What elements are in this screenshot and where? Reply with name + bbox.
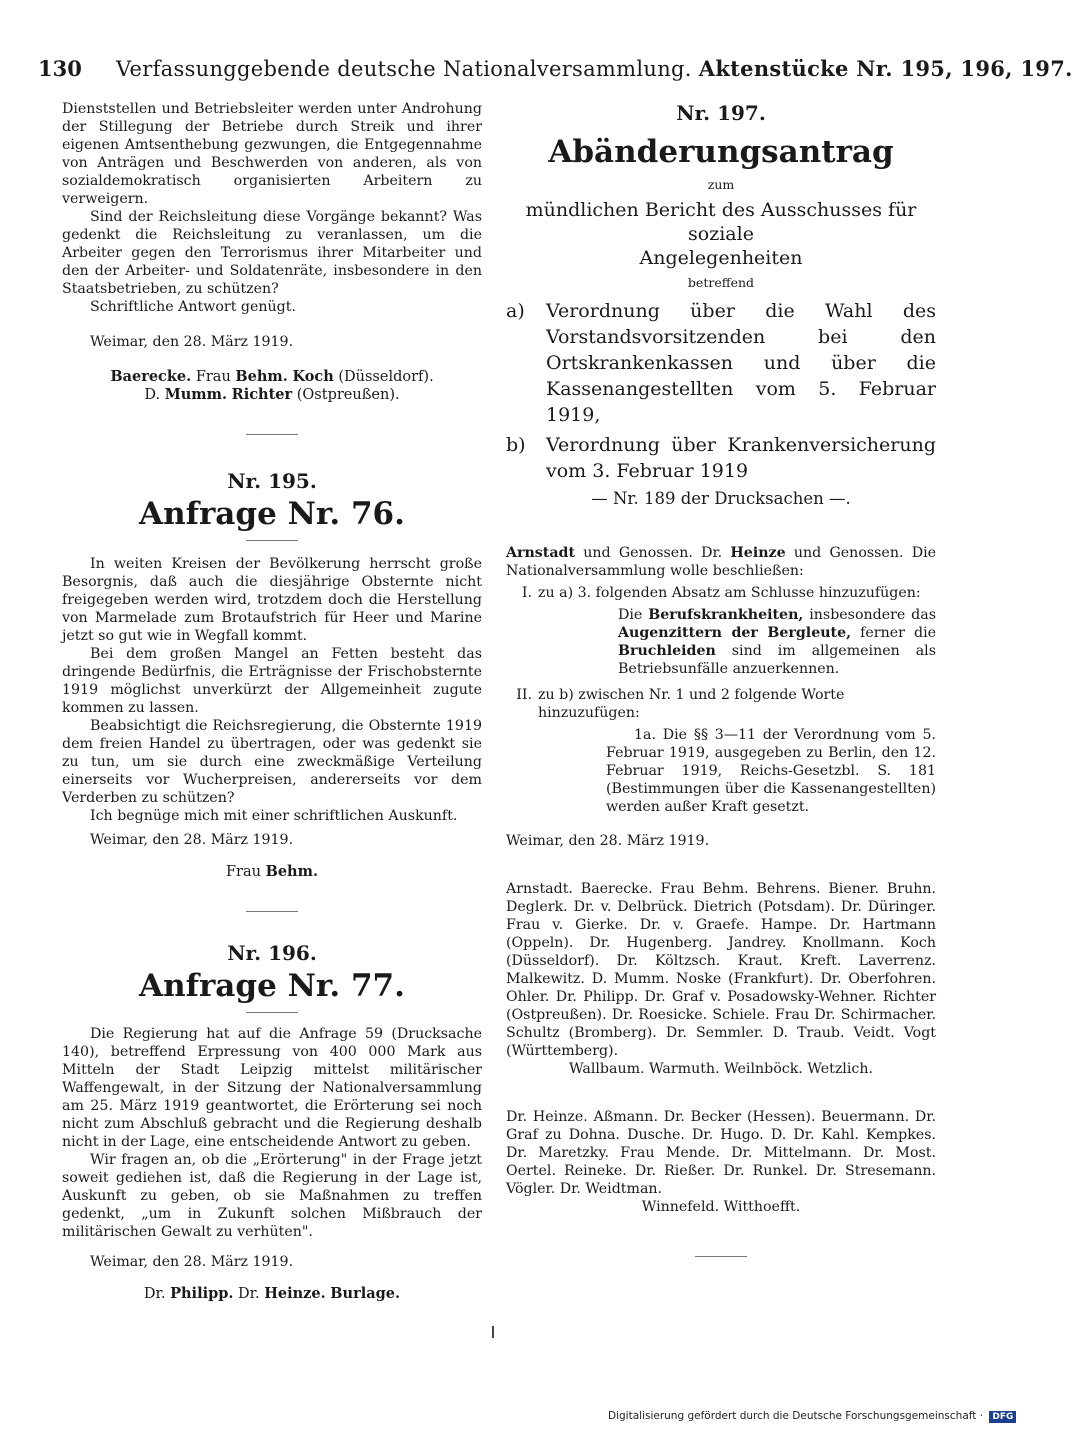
nr195-paragraph-4: Ich begnüge mich mit einer schriftlichen Auskunft. [90, 808, 458, 824]
signer: Arnstadt [506, 545, 576, 561]
nr195-date: Weimar, den 28. März 1919. [90, 832, 294, 848]
signer: Behm. [235, 368, 288, 385]
nr195-signature [62, 863, 482, 881]
item-ii [506, 686, 936, 722]
signer-title: Frau [225, 864, 261, 880]
signer: Heinze [730, 545, 786, 561]
quote-text: ferner die [860, 625, 936, 641]
header-title [116, 56, 1073, 81]
signer: Baerecke. [110, 368, 192, 385]
signer: Heinze. [264, 1285, 326, 1302]
quote-emphasis: Berufskrankheiten, [648, 607, 804, 623]
signer: Mumm. [164, 386, 228, 403]
item-a-label: a) [506, 300, 525, 322]
signer-title: D. [144, 387, 161, 403]
signer: Behm. [265, 863, 318, 880]
header-documents: Aktenstücke Nr. 195, 196, 197. [698, 56, 1073, 81]
nr195-paragraph-3: Beabsichtigt die Reichsregierung, die Obsternte 1919 dem freien Handel zu übertragen, oder was gedenkt sie zu tun, um sie durch eine zweckmäßige Verteilung einerseits vor Wucherpreisen, andererseits vor dem Verderben zu schützen? [62, 718, 482, 806]
item-a-text: Verordnung über die Wahl des Vorstandsvorsitzenden bei den Ortskrankenkassen und über die Kassenangestellten vom 5. Februar 1919, [546, 300, 936, 426]
signers-group-2: Dr. Heinze. Aßmann. Dr. Becker (Hessen). Beuermann. Dr. Graf zu Dohna. Dusche. Dr. Hugo. D. Dr. Kahl. Kempkes. Dr. Maretzky. Frau Mende. Dr. Mittelmann. Dr. Most. Oertel. Reineke. Dr. Rießer. Dr. Runkel. Dr. Stresemann. Vögler. Dr. Weidtman. [506, 1109, 936, 1197]
antrag-text: und Genossen. Dr. [583, 545, 723, 561]
bericht-line-2: Angelegenheiten [639, 247, 803, 269]
answer-request: Schriftliche Antwort genügt. [90, 299, 296, 315]
nr196-signatures [62, 1285, 482, 1303]
nr196-date: Weimar, den 28. März 1919. [90, 1254, 294, 1270]
signer-title: Frau [195, 369, 231, 385]
nr197-number: Nr. 197. [676, 101, 766, 125]
item-i-quote [618, 606, 936, 678]
item-b-text: Verordnung über Krankenversicherung vom 3. Februar 1919 [546, 434, 936, 482]
signer: Burlage. [330, 1285, 401, 1302]
quote-text: insbesondere das [809, 607, 937, 623]
item-i [506, 584, 936, 602]
signatures-1 [62, 368, 482, 404]
item-ii-text: zu b) zwischen Nr. 1 und 2 folgende Worte hinzuzufügen: [538, 687, 845, 721]
right-column [506, 100, 936, 1257]
page-header [38, 56, 1073, 88]
signers-group-1: Arnstadt. Baerecke. Frau Behm. Behrens. Biener. Bruhn. Deglerk. Dr. v. Delbrück. Dietrich (Potsdam). Dr. Düringer. Frau v. Gierke. Dr. v. Graefe. Hampe. Dr. Hartmann (Oppeln). Dr. Hugenberg. Jandrey. Knollmann. Koch (Düsseldorf). Dr. Költzsch. Kraut. Kreft. Laverrenz. Malkewitz. D. Mumm. Noske (Frankfurt). Dr. Oberfohren. Ohler. Dr. Philipp. Dr. Graf v. Posadowsky-Wehner. Richter (Ostpreußen). Dr. Roesicke. Schiele. Frau Dr. Schirmacher. Schultz (Bromberg). Dr. Semmler. D. Traub. Veidt. Vogt (Württemberg). [506, 881, 936, 1059]
quote-text: sind im allgemeinen als Betriebsunfälle anzuerkennen. [618, 643, 936, 677]
column-marker [492, 1326, 494, 1338]
nr195-number: Nr. 195. [227, 469, 317, 493]
separator [246, 1012, 298, 1013]
signer-title: Dr. [238, 1286, 260, 1302]
intro-paragraph: Dienststellen und Betriebsleiter werden unter Androhung der Stillegung der Betriebe durch Streik und ihrer eigenen Amtsenthebung gezwungen, die Entgegennahme von Anträgen und Beschwerden von anderen, als von sozialdemokratisch organisierten Arbeitern zu verweigern. [62, 101, 482, 207]
zum-label: zum [707, 177, 735, 192]
nr195-title: Anfrage Nr. 76. [139, 496, 405, 532]
antrag-text: und Genossen. [793, 545, 904, 561]
separator [246, 911, 298, 912]
item-ii-quote: 1a. Die §§ 3—11 der Verordnung vom 5. Februar 1919, ausgegeben zu Berlin, den 12. Februar 1919, Reichs-Gesetzbl. S. 181 (Bestimmungen über die Kassenangestellten) werden außer Kraft gesetzt. [606, 727, 936, 815]
signer-place: (Düsseldorf). [338, 369, 434, 385]
signer: Philipp. [170, 1285, 234, 1302]
quote-text: Die [618, 607, 643, 623]
item-b-label: b) [506, 434, 526, 456]
quote-emphasis: Bruchleiden [618, 643, 716, 659]
nr195-paragraph-2: Bei dem großen Mangel an Fetten besteht das dringende Bedürfnis, die Erträgnisse der Frischobsternte 1919 möglichst unverkürzt der Allgemeinheit zugute kommen zu lassen. [62, 646, 482, 716]
footer-text: Digitalisierung gefördert durch die Deutsche Forschungsgemeinschaft · [608, 1410, 984, 1422]
signer: Koch [292, 368, 334, 385]
page-number: 130 [38, 56, 82, 81]
signers-group-2-last: Winnefeld. Witthoefft. [641, 1199, 801, 1215]
signers-group-1-last: Wallbaum. Warmuth. Weilnböck. Wetzlich. [569, 1061, 873, 1077]
item-b [506, 432, 936, 484]
quote-emphasis: Augenzittern der Bergleute, [618, 625, 852, 641]
nr196-paragraph-2: Wir fragen an, ob die „Erörterung" in der Frage jetzt soweit gediehen ist, daß die Regierung in der Lage ist, Auskunft zu geben, ob sie Maßnahmen zu treffen gedenkt, „um in Zukunft solchen Mißbrauch der militärischen Gewalt zu verhüten". [62, 1152, 482, 1240]
footer [608, 1410, 1016, 1423]
nr197-title: Abänderungsantrag [548, 134, 894, 170]
signer-title: Dr. [143, 1286, 166, 1302]
nr196-title: Anfrage Nr. 77. [139, 968, 405, 1004]
left-column [62, 100, 482, 1303]
separator [246, 434, 298, 435]
item-a [506, 298, 936, 428]
signer-place: (Ostpreußen). [296, 387, 400, 403]
dfg-logo: DFG [989, 1411, 1016, 1423]
separator [246, 540, 298, 541]
nr196-number: Nr. 196. [227, 941, 317, 965]
nr195-paragraph-1: In weiten Kreisen der Bevölkerung herrscht große Besorgnis, daß auch die diesjährige Obsternte nicht freigegeben werden wird, trotzdem doch die Herstellung von Marmelade zum Brotaufstrich für Heer und Marine jetzt so gut wie in Wegfall kommt. [62, 556, 482, 644]
nr196-paragraph-1: Die Regierung hat auf die Anfrage 59 (Drucksache 140), betreffend Erpressung von 400 000 Mark aus Mitteln der Stadt Leipzig mittelst militärischer Waffengewalt, in der Sitzung der Nationalversammlung am 25. März 1919 geantwortet, die Erörterung sei noch nicht zum Abschluß gebracht und die Regierung deshalb nicht in der Lage, eine entscheidende Antwort zu geben. [62, 1026, 482, 1150]
bericht-line-1: mündlichen Bericht des Ausschusses für soziale [525, 199, 917, 245]
date-line: Weimar, den 28. März 1919. [90, 334, 294, 350]
separator [695, 1256, 747, 1257]
antrag-paragraph [506, 544, 936, 580]
antrag-text: Die Nationalversammlung wolle beschließen: [506, 545, 937, 579]
item-i-text: zu a) 3. folgenden Absatz am Schlusse hinzuzufügen: [538, 585, 921, 601]
item-i-label: I. [521, 585, 532, 601]
header-assembly: Verfassunggebende deutsche Nationalversammlung. [116, 57, 692, 81]
drucksache-ref: — Nr. 189 der Drucksachen —. [591, 489, 851, 508]
signer: Richter [231, 386, 293, 403]
nr197-date: Weimar, den 28. März 1919. [506, 833, 710, 849]
betreffend-label: betreffend [687, 275, 755, 290]
item-ii-label: II. [516, 687, 532, 703]
question-paragraph: Sind der Reichsleitung diese Vorgänge bekannt? Was gedenkt die Reichsleitung zu veranlassen, um die Arbeiter gegen den Terrorismus ihrer Mitarbeiter und den der Arbeiter- und Soldatenräte, insbesondere in den Staatsbetrieben, zu schützen? [62, 209, 482, 297]
